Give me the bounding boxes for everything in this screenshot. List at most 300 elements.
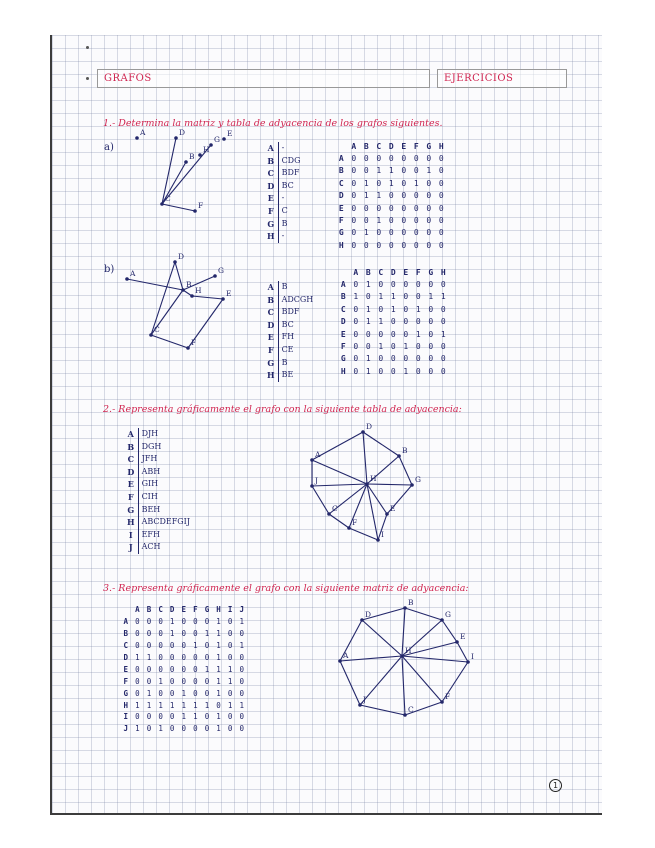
matrix-b-col-header: E <box>403 267 409 277</box>
matrix-a-cell: 0 <box>426 228 432 238</box>
matrix-b-cell: 0 <box>353 366 359 376</box>
matrix-b-cell: 0 <box>365 342 371 352</box>
adj-a-row <box>264 230 304 243</box>
matrix-b-cell: 0 <box>415 366 421 376</box>
adj-2-row <box>124 504 193 517</box>
matrix-b-cell: 1 <box>428 292 434 302</box>
graph-3-edge-fh <box>402 656 442 702</box>
matrix-b-cell: 1 <box>378 317 384 327</box>
binder-hole <box>86 46 89 49</box>
matrix-3-row-header: E <box>123 664 129 674</box>
matrix-b-row <box>337 365 450 377</box>
matrix-3-cell: 0 <box>135 629 140 639</box>
graph-a-node-d <box>174 136 178 140</box>
matrix-b-cell: 1 <box>403 366 409 376</box>
matrix-a-cell: 0 <box>401 191 407 201</box>
matrix-b-cell: 0 <box>403 304 409 314</box>
adjacency-matrix-3 <box>120 604 248 735</box>
adj-2-adjacent: CIH <box>141 491 158 501</box>
matrix-b-cell: 0 <box>353 317 359 327</box>
matrix-b-cell: 0 <box>390 317 396 327</box>
adj-2-vertex: F <box>124 491 138 504</box>
graph-2-node-label-c: C <box>332 504 338 513</box>
matrix-b-row-header: F <box>340 342 346 352</box>
graph-a <box>125 128 245 223</box>
matrix-b-cell: 0 <box>365 329 371 339</box>
adj-2-row <box>124 453 193 466</box>
adj-2-adjacent: DJH <box>141 429 159 438</box>
matrix-3-row <box>120 711 248 723</box>
matrix-3-cell: 1 <box>135 724 140 734</box>
matrix-b-col-header: D <box>390 267 396 277</box>
matrix-a-cell: 0 <box>388 216 394 226</box>
graph-3-node-label-e: E <box>460 632 466 641</box>
matrix-3-cell: 0 <box>204 676 210 686</box>
matrix-a-cell: 0 <box>351 154 357 164</box>
matrix-3-row-header: B <box>123 629 129 639</box>
matrix-3-cell: 1 <box>227 700 233 710</box>
adj-b-row <box>264 344 316 357</box>
matrix-b-cell: 0 <box>403 280 409 290</box>
matrix-3-cell: 0 <box>227 712 233 722</box>
matrix-a-cell: 0 <box>388 228 394 238</box>
graph-2-node-b <box>397 454 401 458</box>
matrix-3-cell: 0 <box>169 664 175 674</box>
matrix-a-cell: 0 <box>401 240 407 250</box>
matrix-3-row-header: C <box>123 641 129 651</box>
matrix-3-cell: 0 <box>181 653 187 662</box>
header-subtitle: EJERCICIOS <box>444 73 514 84</box>
matrix-b-cell: 0 <box>428 317 434 327</box>
matrix-3-cell: 0 <box>193 664 198 674</box>
graph-2-edge-dh <box>363 432 367 484</box>
matrix-b-cell: 0 <box>428 354 434 364</box>
graph-2-edge-bd <box>363 432 399 456</box>
matrix-3-row <box>120 652 248 664</box>
matrix-3-cell: 0 <box>204 688 210 698</box>
graph-a-node-b <box>184 160 188 164</box>
matrix-a-cell: 1 <box>426 166 432 176</box>
matrix-3-cell: 0 <box>169 724 175 734</box>
adj-a-adjacent: - <box>281 231 285 241</box>
graph-b-node-label-a: A <box>130 269 136 278</box>
adj-2-adjacent: ABCDEFGIJ <box>141 517 191 527</box>
graph-3-node-label-h: H <box>405 646 412 655</box>
graph-2 <box>307 422 422 547</box>
matrix-3-cell: 0 <box>135 617 140 627</box>
matrix-b-cell: 0 <box>428 304 434 314</box>
adjacency-matrix-a <box>335 140 448 252</box>
matrix-3-cell: 0 <box>239 664 244 674</box>
matrix-a-cell: 0 <box>363 216 369 226</box>
matrix-a-cell: 0 <box>413 203 419 213</box>
matrix-a-col-header: A <box>351 141 357 151</box>
header-title: GRAFOS <box>104 73 152 84</box>
matrix-3-cell: 1 <box>204 700 210 710</box>
matrix-3-cell: 0 <box>169 676 175 686</box>
matrix-a-row-header: H <box>338 240 344 250</box>
matrix-3-cell: 1 <box>193 641 198 651</box>
matrix-3-cell: 0 <box>227 641 233 651</box>
adj-a-adjacent: C <box>281 205 288 215</box>
graph-a-node-label-f: F <box>198 201 204 210</box>
matrix-3-cell: 0 <box>227 617 233 627</box>
matrix-b-cell: 0 <box>403 354 409 364</box>
matrix-b-col-header: C <box>378 267 384 277</box>
graph-2-node-g <box>410 483 414 487</box>
graph-2-node-h <box>365 482 369 486</box>
matrix-a-cell: 0 <box>438 154 444 164</box>
graph-3-node-label-d: D <box>365 610 372 619</box>
adj-2-adjacent: BEH <box>141 504 161 514</box>
matrix-3-cell: 1 <box>204 629 210 639</box>
matrix-a-cell: 0 <box>363 203 369 213</box>
matrix-3-cell: 0 <box>239 724 244 734</box>
matrix-3-row-header: D <box>123 653 129 662</box>
matrix-3-row-header: G <box>123 688 129 698</box>
matrix-a-cell: 0 <box>351 203 357 213</box>
matrix-b-row <box>337 291 450 303</box>
matrix-3-cell: 0 <box>193 629 198 639</box>
adj-b-adjacent: CE <box>281 344 294 354</box>
matrix-3-cell: 0 <box>204 653 210 662</box>
matrix-b-cell: 0 <box>378 366 384 376</box>
matrix-a-cell: 1 <box>388 166 394 176</box>
matrix-a-cell: 0 <box>426 191 432 201</box>
adj-a-vertex: C <box>264 167 278 180</box>
matrix-b-row <box>337 316 450 328</box>
graph-2-node-label-f: F <box>352 518 358 527</box>
matrix-3-cell: 0 <box>227 724 233 734</box>
matrix-a-cell: 0 <box>438 191 444 201</box>
matrix-3-row-header: F <box>123 676 129 686</box>
matrix-3-cell: 0 <box>135 676 140 686</box>
adj-b-adjacent: B <box>281 282 288 291</box>
matrix-b-cell: 1 <box>365 354 371 364</box>
matrix-3-cell: 0 <box>181 676 187 686</box>
matrix-3-cell: 1 <box>169 700 175 710</box>
matrix-3-col-header: D <box>169 605 175 615</box>
matrix-3-col-header: J <box>239 605 244 615</box>
matrix-3-cell: 0 <box>158 712 163 722</box>
matrix-a-col-header: F <box>413 141 419 151</box>
matrix-a-cell: 1 <box>363 191 369 201</box>
adj-2-row <box>124 428 193 441</box>
matrix-3-cell: 0 <box>181 641 187 651</box>
adj-a-row <box>264 192 304 205</box>
matrix-b-cell: 0 <box>353 354 359 364</box>
matrix-a-col-header: D <box>388 141 394 151</box>
adj-b-vertex: B <box>264 294 278 307</box>
adj-b-adjacent: FH <box>281 332 295 342</box>
matrix-3-cell: 1 <box>181 712 187 722</box>
matrix-3-cell: 0 <box>193 653 198 662</box>
matrix-3-cell: 1 <box>216 712 221 722</box>
matrix-3-cell: 1 <box>216 653 221 662</box>
graph-a-node-label-e: E <box>227 129 233 138</box>
adj-a-adjacent: CDG <box>281 155 301 165</box>
adj-2-adjacent: JFH <box>141 454 158 464</box>
matrix-a-row <box>335 152 448 164</box>
graph-2-node-label-g: G <box>415 475 421 484</box>
matrix-3-row <box>120 699 248 711</box>
header-title-box <box>97 69 430 88</box>
graph-a-node-label-a: A <box>140 128 146 137</box>
matrix-3-cell: 0 <box>239 712 244 722</box>
adj-2-vertex: E <box>124 478 138 491</box>
graph-b-edge-cf <box>151 335 188 348</box>
matrix-a-cell: 0 <box>351 240 357 250</box>
matrix-3-col-header: A <box>135 605 140 615</box>
matrix-b-cell: 1 <box>440 292 446 302</box>
matrix-3-cell: 1 <box>146 653 152 662</box>
matrix-a-row <box>335 239 448 251</box>
adj-a-adjacent: B <box>281 218 288 228</box>
matrix-b-cell: 1 <box>403 342 409 352</box>
matrix-3-cell: 0 <box>239 653 244 662</box>
adj-2-row <box>124 516 193 529</box>
matrix-3-cell: 1 <box>216 664 221 674</box>
matrix-3-cell: 0 <box>169 653 175 662</box>
matrix-a-cell: 0 <box>376 240 382 250</box>
matrix-3-cell: 0 <box>227 629 233 639</box>
graph-2-edge-cf <box>329 514 349 528</box>
adj-2-vertex: B <box>124 441 138 454</box>
matrix-3-cell: 0 <box>181 617 187 627</box>
matrix-b-row <box>337 353 450 365</box>
matrix-3-col-header: H <box>216 605 221 615</box>
matrix-b-cell: 1 <box>353 292 359 302</box>
adj-a-row <box>264 218 304 231</box>
graph-a-node-label-b: B <box>189 152 195 161</box>
graph-3-node-i <box>466 660 470 664</box>
graph-a-node-c <box>160 202 164 206</box>
graph-2-node-label-i: I <box>381 530 384 539</box>
matrix-3-cell: 0 <box>193 676 198 686</box>
adj-a-vertex: D <box>264 180 278 193</box>
matrix-a-cell: 0 <box>413 216 419 226</box>
graph-b-node-c <box>149 333 153 337</box>
graph-3-node-g <box>440 618 444 622</box>
graph-2-node-label-h: H <box>370 474 377 483</box>
graph-3-node-e <box>455 640 459 644</box>
graph-3-node-b <box>403 606 407 610</box>
matrix-b-col-header: F <box>415 267 421 277</box>
matrix-3-cell: 1 <box>204 664 210 674</box>
graph-b-edge-eh <box>192 296 223 299</box>
adjacency-table-b <box>264 281 316 382</box>
graph-3-edge-bg <box>405 608 442 620</box>
adj-2-row <box>124 529 193 542</box>
matrix-b-cell: 0 <box>390 366 396 376</box>
matrix-a-cell: 0 <box>401 154 407 164</box>
graph-a-label: a) <box>104 142 114 153</box>
matrix-a-cell: 0 <box>388 203 394 213</box>
matrix-a-row-header: C <box>338 178 344 188</box>
graph-b-node-e <box>221 297 225 301</box>
adj-b-vertex: C <box>264 306 278 319</box>
graph-3-node-label-a: A <box>343 651 349 660</box>
matrix-b-cell: 1 <box>365 280 371 290</box>
matrix-b-cell: 0 <box>440 366 446 376</box>
matrix-a-cell: 1 <box>413 178 419 188</box>
matrix-a-cell: 0 <box>376 228 382 238</box>
graph-3-node-label-c: C <box>408 705 414 714</box>
graph-3-node-c <box>403 713 407 717</box>
adj-b-adjacent: BDF <box>281 307 300 317</box>
graph-b-node-b <box>181 288 185 292</box>
matrix-3-cell: 1 <box>193 712 198 722</box>
matrix-3-cell: 0 <box>216 700 221 710</box>
adj-b-vertex: F <box>264 344 278 357</box>
adj-2-vertex: H <box>124 516 138 529</box>
matrix-b-cell: 0 <box>415 280 421 290</box>
matrix-3-cell: 0 <box>204 712 210 722</box>
matrix-b-cell: 0 <box>353 304 359 314</box>
matrix-3-cell: 0 <box>158 629 163 639</box>
graph-2-node-e <box>385 512 389 516</box>
graph-2-node-i <box>376 538 380 542</box>
adjacency-table-2 <box>124 428 193 554</box>
matrix-3-cell: 0 <box>135 664 140 674</box>
matrix-3-row <box>120 723 248 735</box>
adj-2-row <box>124 466 193 479</box>
matrix-3-cell: 0 <box>146 617 152 627</box>
matrix-3-cell: 0 <box>169 688 175 698</box>
graph-3-edge-cj <box>360 705 405 715</box>
matrix-b-cell: 1 <box>415 329 421 339</box>
matrix-b-row-header: H <box>340 366 346 376</box>
matrix-b-col-header: G <box>428 267 434 277</box>
matrix-3-cell: 0 <box>146 676 152 686</box>
graph-2-edge-bg <box>399 456 412 485</box>
adj-b-vertex: A <box>264 281 278 294</box>
matrix-a-row <box>335 202 448 214</box>
adj-b-row <box>264 294 316 307</box>
matrix-a-row <box>335 190 448 202</box>
graph-3-node-d <box>360 618 364 622</box>
matrix-b-row <box>337 328 450 340</box>
matrix-3-cell: 0 <box>193 688 198 698</box>
matrix-a-cell: 0 <box>351 228 357 238</box>
adj-a-row <box>264 167 304 180</box>
matrix-b-col-header: B <box>365 267 371 277</box>
graph-a-node-g <box>209 143 213 147</box>
graph-a-node-e <box>222 137 226 141</box>
matrix-b-cell: 0 <box>365 292 371 302</box>
matrix-3-cell: 1 <box>227 676 233 686</box>
adj-2-adjacent: EFH <box>141 529 160 539</box>
matrix-a-cell: 0 <box>413 166 419 176</box>
matrix-b-row-header: G <box>340 354 346 364</box>
graph-b-node-g <box>213 274 217 278</box>
adj-2-vertex: J <box>124 541 138 554</box>
adj-b-adjacent: ADCGH <box>281 294 314 304</box>
matrix-3-cell: 0 <box>146 712 152 722</box>
matrix-3-row <box>120 628 248 640</box>
matrix-b-cell: 0 <box>415 292 421 302</box>
adj-a-adjacent: - <box>281 143 285 152</box>
graph-a-node-label-c: C <box>165 194 171 203</box>
graph-b-node-label-e: E <box>226 289 232 298</box>
matrix-a-cell: 1 <box>388 178 394 188</box>
matrix-b-cell: 0 <box>353 329 359 339</box>
matrix-3-cell: 1 <box>158 700 163 710</box>
matrix-3-cell: 0 <box>146 724 152 734</box>
adj-a-vertex: B <box>264 155 278 168</box>
matrix-3-cell: 0 <box>146 629 152 639</box>
matrix-a-row-header: F <box>338 216 344 226</box>
graph-2-edge-fi <box>349 528 378 540</box>
matrix-b-cell: 0 <box>390 329 396 339</box>
matrix-a-cell: 0 <box>388 240 394 250</box>
adj-b-row <box>264 306 316 319</box>
adj-a-vertex: F <box>264 205 278 218</box>
matrix-3-row <box>120 687 248 699</box>
matrix-3-cell: 0 <box>158 641 163 651</box>
matrix-a-cell: 0 <box>401 166 407 176</box>
matrix-b-cell: 0 <box>440 317 446 327</box>
graph-3 <box>332 598 474 718</box>
adj-2-adjacent: ABH <box>141 466 161 476</box>
matrix-b-cell: 0 <box>428 329 434 339</box>
matrix-b-row <box>337 340 450 352</box>
graph-b-edge-ab <box>127 279 183 290</box>
matrix-b-cell: 0 <box>428 280 434 290</box>
matrix-a-cell: 0 <box>351 178 357 188</box>
graph-a-node-label-h: H <box>203 145 210 154</box>
matrix-3-cell: 0 <box>135 712 140 722</box>
graph-a-edge-cf <box>162 204 195 211</box>
adj-a-vertex: E <box>264 192 278 205</box>
graph-b-node-label-c: C <box>154 325 160 334</box>
matrix-3-cell: 0 <box>158 664 163 674</box>
adj-2-row <box>124 478 193 491</box>
graph-3-node-label-g: G <box>445 610 451 619</box>
matrix-b-row <box>337 278 450 290</box>
matrix-a-cell: 0 <box>363 166 369 176</box>
matrix-3-cell: 0 <box>227 653 233 662</box>
matrix-3-cell: 0 <box>204 641 210 651</box>
graph-2-node-f <box>347 526 351 530</box>
matrix-a-cell: 0 <box>363 154 369 164</box>
matrix-b-cell: 1 <box>440 329 446 339</box>
exercise3-title: 3.- Representa gráficamente el grafo con la siguiente matriz de adyacencia: <box>103 583 469 594</box>
matrix-3-cell: 0 <box>193 724 198 734</box>
adj-b-row <box>264 319 316 332</box>
page-number: 1 <box>549 779 562 792</box>
graph-3-node-a <box>338 659 342 663</box>
adj-b-row <box>264 357 316 370</box>
graph-b-edge-bd <box>175 262 183 290</box>
matrix-b-cell: 1 <box>365 317 371 327</box>
matrix-b-row-header: A <box>340 280 346 290</box>
matrix-3-cell: 1 <box>216 676 221 686</box>
matrix-3-cell: 1 <box>146 700 152 710</box>
matrix-a-row <box>335 214 448 226</box>
matrix-3-cell: 1 <box>169 617 175 627</box>
adj-2-vertex: A <box>124 428 138 441</box>
matrix-a-row-header: G <box>338 228 344 238</box>
matrix-b-cell: 0 <box>415 354 421 364</box>
matrix-3-row <box>120 675 248 687</box>
matrix-3-cell: 1 <box>169 629 175 639</box>
matrix-3-cell: 0 <box>193 617 198 627</box>
matrix-b-cell: 0 <box>428 342 434 352</box>
adj-2-vertex: C <box>124 453 138 466</box>
matrix-3-col-header: B <box>146 605 152 615</box>
adj-a-vertex: H <box>264 230 278 243</box>
